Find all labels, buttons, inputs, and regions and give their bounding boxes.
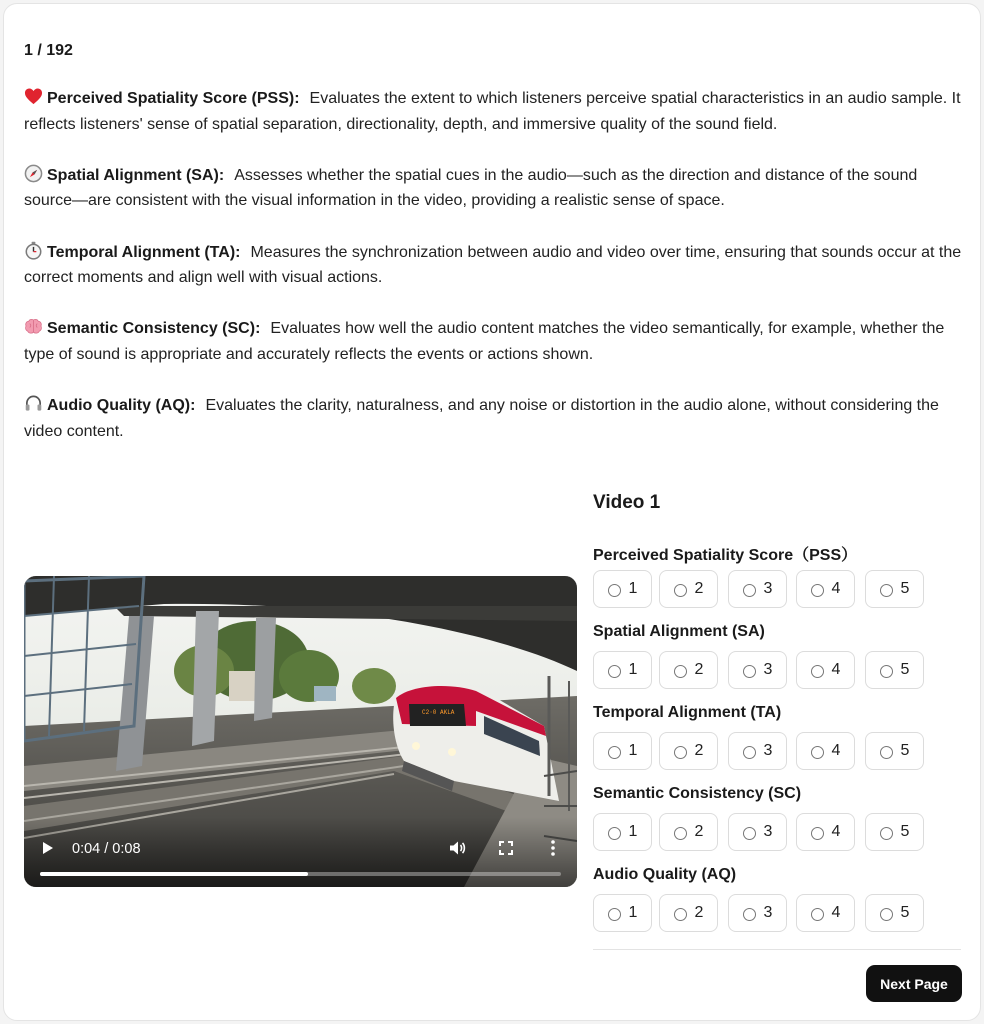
criterion-desc: Evaluates the extent to which listeners perceive spatial characteristics in an audio sample. It reflects listeners' sense of spatial separation, directionality, depth, and immersive quality of the sound field. [24, 90, 961, 133]
rating-option[interactable] [593, 570, 652, 608]
volume-icon[interactable] [448, 839, 466, 857]
option-label: 1 [628, 661, 638, 678]
next-page-button[interactable]: Next Page [866, 965, 962, 1002]
radio-button[interactable] [743, 827, 756, 840]
rating-option[interactable] [865, 813, 924, 851]
video-progress-bar[interactable] [40, 872, 561, 876]
option-label: 3 [763, 823, 773, 840]
radio-button[interactable] [674, 827, 687, 840]
rating-group-pss [593, 542, 961, 597]
criterion-colon: : [218, 166, 225, 184]
rating-label: Audio Quality (AQ) [593, 866, 737, 883]
page-counter: 1 / 192 [24, 42, 73, 59]
radio-button[interactable] [880, 584, 893, 597]
criterion-desc: Measures the synchronization between audio and video over time, ensuring that sounds occur at the correct moments and align well with visual actions. [24, 243, 962, 287]
rating-label: Perceived Spatiality Score（PSS） [593, 547, 858, 564]
radio-button[interactable] [880, 827, 893, 840]
option-label: 5 [900, 580, 910, 597]
rating-group-ta [593, 704, 961, 759]
rating-label: Semantic Consistency (SC) [593, 785, 802, 802]
compass-icon [24, 164, 43, 183]
rating-option[interactable] [796, 813, 855, 851]
rating-options [593, 894, 961, 932]
option-label: 2 [694, 661, 704, 678]
rating-option[interactable] [593, 813, 652, 851]
option-label: 4 [831, 823, 841, 840]
option-label: 3 [763, 661, 773, 678]
video-player[interactable] [24, 576, 577, 887]
criterion-aq [24, 393, 964, 444]
rating-panel [593, 492, 961, 921]
option-label: 5 [900, 904, 910, 921]
rating-group-sc [593, 785, 961, 840]
rating-options [593, 651, 961, 689]
rating-option[interactable] [659, 570, 718, 608]
video-time: 0:04 / 0:08 [72, 841, 141, 857]
option-label: 1 [628, 823, 638, 840]
heart-icon [24, 87, 43, 106]
option-label: 5 [900, 661, 910, 678]
radio-button[interactable] [674, 908, 687, 921]
option-label: 5 [900, 823, 910, 840]
radio-button[interactable] [674, 665, 687, 678]
play-icon[interactable] [41, 841, 55, 855]
fullscreen-icon[interactable] [498, 840, 514, 856]
radio-button[interactable] [674, 584, 687, 597]
criterion-sa [24, 163, 964, 214]
option-label: 3 [763, 742, 773, 759]
criterion-desc: Evaluates how well the audio content matches the video semantically, for example, whether the type of sound is appropriate and accurately reflects the events or actions shown. [24, 320, 945, 363]
radio-button[interactable] [608, 665, 621, 678]
more-options-icon[interactable] [548, 839, 558, 857]
rating-option[interactable] [796, 570, 855, 608]
rating-option[interactable] [796, 651, 855, 689]
option-label: 2 [694, 580, 704, 597]
option-label: 4 [831, 742, 841, 759]
rating-option[interactable] [728, 570, 787, 608]
criterion-colon: : [235, 243, 241, 261]
option-label: 5 [900, 742, 910, 759]
rating-group-sa [593, 623, 961, 678]
video-controls [24, 817, 577, 887]
radio-button[interactable] [811, 584, 824, 597]
option-label: 4 [831, 580, 841, 597]
radio-button[interactable] [880, 908, 893, 921]
criterion-name: Audio Quality (AQ) [47, 397, 191, 415]
rating-group-aq [593, 866, 961, 921]
rating-options [593, 813, 961, 851]
rating-option[interactable] [728, 732, 787, 770]
headphones-icon [24, 394, 43, 413]
rating-option[interactable] [659, 813, 718, 851]
radio-button[interactable] [880, 665, 893, 678]
rating-option[interactable] [593, 651, 652, 689]
option-label: 4 [831, 661, 841, 678]
option-label: 1 [628, 742, 638, 759]
option-label: 3 [763, 904, 773, 921]
rating-label: Spatial Alignment (SA) [593, 623, 765, 640]
video-progress-fill [40, 872, 308, 876]
svg-text:C2·0 AKLA: C2·0 AKLA [422, 709, 455, 716]
criteria-list [24, 86, 964, 470]
rating-option[interactable] [728, 651, 787, 689]
criterion-desc: Evaluates the clarity, naturalness, and any noise or distortion in the audio alone, without considering the video content. [24, 397, 939, 440]
radio-button[interactable] [608, 827, 621, 840]
radio-button[interactable] [811, 827, 824, 840]
rating-option[interactable] [865, 894, 924, 932]
criterion-desc: Assesses whether the spatial cues in the audio—such as the direction and distance of the sound source—are consistent with the visual information in the video, providing a realistic sense of space. [24, 166, 918, 210]
criterion-pss [24, 86, 964, 137]
brain-icon [24, 317, 43, 336]
rating-option[interactable] [865, 570, 924, 608]
criterion-name: Spatial Alignment (SA) [47, 166, 219, 184]
radio-button[interactable] [608, 908, 621, 921]
criterion-colon: : [190, 397, 196, 415]
option-label: 2 [694, 823, 704, 840]
radio-button[interactable] [880, 746, 893, 759]
radio-button[interactable] [743, 584, 756, 597]
rating-option[interactable] [593, 894, 652, 932]
rating-option[interactable] [593, 732, 652, 770]
rating-option[interactable] [865, 732, 924, 770]
option-label: 4 [831, 904, 841, 921]
radio-button[interactable] [743, 665, 756, 678]
rating-option[interactable] [659, 651, 718, 689]
rating-options [593, 570, 961, 608]
radio-button[interactable] [674, 746, 687, 759]
option-label: 2 [694, 742, 704, 759]
video-title: Video 1 [593, 492, 661, 513]
criterion-name: Perceived Spatiality Score (PSS) [47, 90, 295, 107]
criterion-ta [24, 240, 964, 291]
radio-button[interactable] [608, 584, 621, 597]
option-label: 2 [694, 904, 704, 921]
rating-option[interactable] [659, 732, 718, 770]
option-label: 1 [628, 904, 638, 921]
radio-button[interactable] [811, 746, 824, 759]
rating-option[interactable] [865, 651, 924, 689]
radio-button[interactable] [811, 665, 824, 678]
criterion-sc [24, 316, 964, 367]
stopwatch-icon [24, 241, 43, 260]
radio-button[interactable] [743, 908, 756, 921]
criterion-colon: : [294, 90, 300, 107]
radio-button[interactable] [811, 908, 824, 921]
rating-option[interactable] [796, 732, 855, 770]
rating-option[interactable] [728, 894, 787, 932]
criterion-name: Semantic Consistency (SC) [47, 320, 256, 338]
criterion-colon: : [255, 320, 261, 338]
option-label: 1 [628, 580, 638, 597]
divider [593, 949, 961, 950]
rating-option[interactable] [728, 813, 787, 851]
criterion-name: Temporal Alignment (TA) [47, 243, 236, 261]
option-label: 3 [763, 580, 773, 597]
rating-option[interactable] [659, 894, 718, 932]
rating-option[interactable] [796, 894, 855, 932]
radio-button[interactable] [743, 746, 756, 759]
survey-card [3, 3, 981, 1021]
radio-button[interactable] [608, 746, 621, 759]
rating-label: Temporal Alignment (TA) [593, 704, 782, 721]
rating-options [593, 732, 961, 770]
